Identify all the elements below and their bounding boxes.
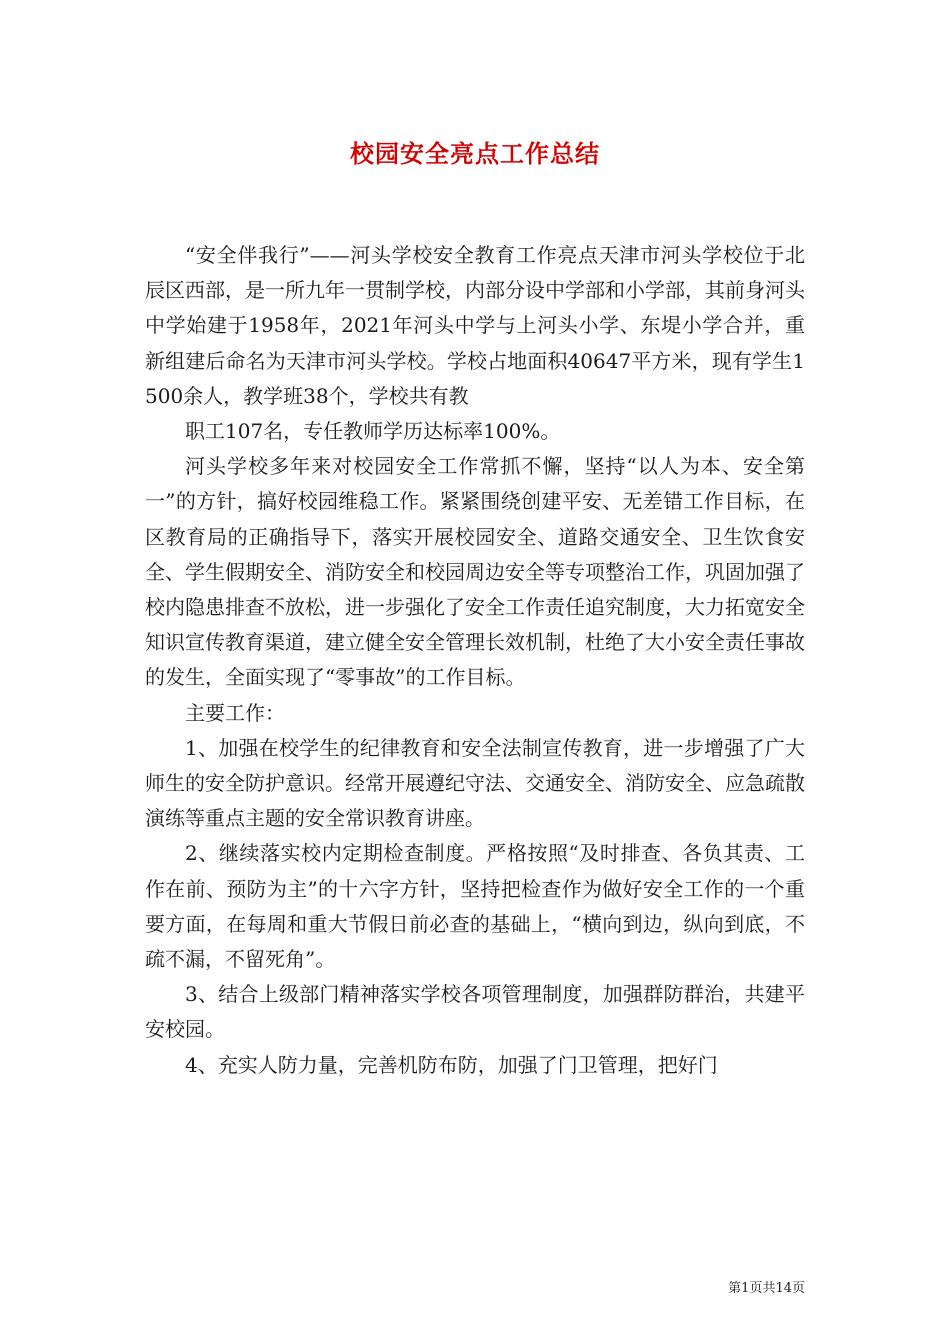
page-number-label: 第1页共14页	[728, 1281, 805, 1296]
paragraph-staff: 职工107名，专任教师学历达标率100%。	[185, 419, 561, 444]
page-footer	[660, 1277, 805, 1296]
document-title: 校园安全亮点工作总结	[350, 139, 600, 168]
paragraph-item-2: 2、继续落实校内定期检查制度。严格按照“及时排查、各负其责、工作在前、预防为主”的十六字方针，坚持把检查作为做好安全工作的一个重要方面，在每周和重大节假日前必查的基础上，“横向到边，纵向到底，不疏不漏，不留死角”。	[145, 841, 805, 972]
document-body	[145, 238, 805, 1083]
paragraph-overview: 河头学校多年来对校园安全工作常抓不懈，坚持“以人为本、安全第一”的方针，搞好校园维稳工作。紧紧围绕创建平安、无差错工作目标，在区教育局的正确指导下，落实开展校园安全、道路交通安全、卫生饮食安全、学生假期安全、消防安全和校园周边安全等专项整治工作，巩固加强了校内隐患排查不放松，进一步强化了安全工作责任追究制度，大力拓宽安全知识宣传教育渠道，建立健全安全管理长效机制，杜绝了大小安全责任事故的发生，全面实现了“零事故”的工作目标。	[145, 454, 805, 690]
paragraph-main-work-heading: 主要工作：	[185, 700, 285, 725]
paragraph-item-3: 3、结合上级部门精神落实学校各项管理制度，加强群防群治，共建平安校园。	[145, 982, 805, 1042]
paragraph-intro: “安全伴我行”——河头学校安全教育工作亮点天津市河头学校位于北辰区西部，是一所九年一贯制学校，内部分设中学部和小学部，其前身河头中学始建于1958年，2021年河头中学与上河头小学、东堤小学合并，重新组建后命名为天津市河头学校。学校占地面积40647平方米，现有学生1500余人，教学班38个，学校共有教	[145, 243, 805, 408]
paragraph-item-1: 1、加强在校学生的纪律教育和安全法制宣传教育，进一步增强了广大师生的安全防护意识。经常开展遵纪守法、交通安全、消防安全、应急疏散演练等重点主题的安全常识教育讲座。	[145, 735, 805, 831]
paragraph-item-4: 4、充实人防力量，完善机防布防，加强了门卫管理，把好门	[185, 1052, 718, 1077]
